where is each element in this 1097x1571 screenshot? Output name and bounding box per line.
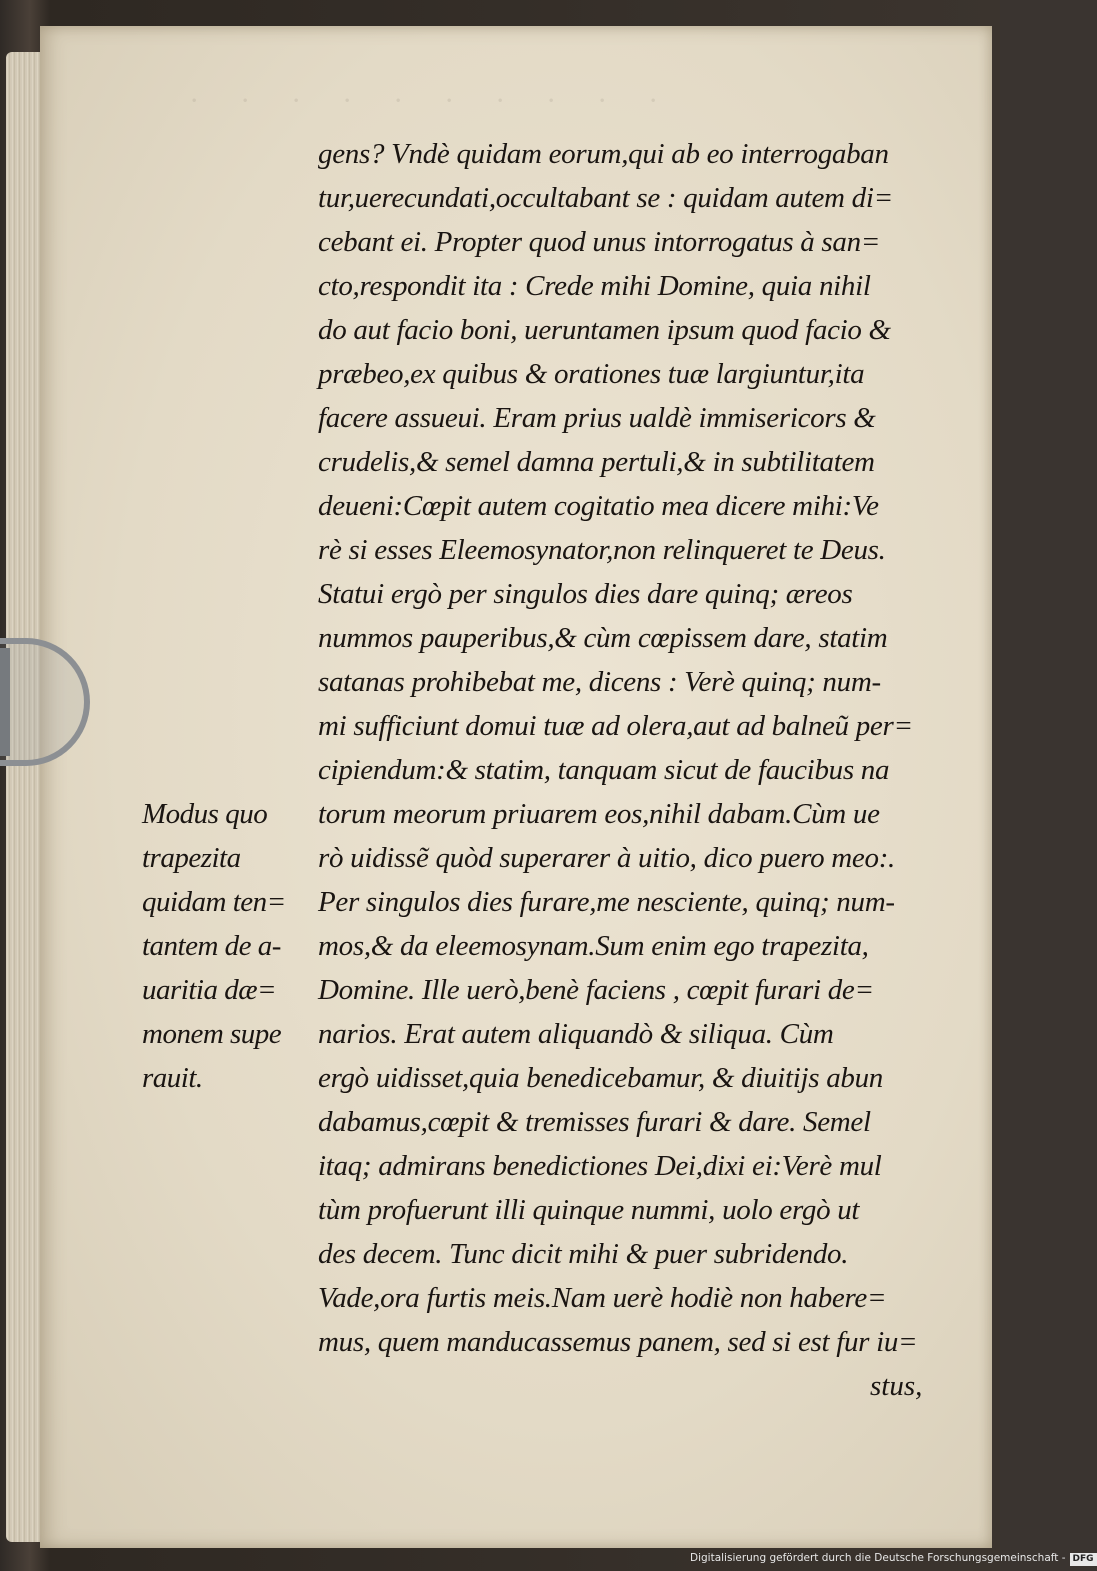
text-line: narios. Erat autem aliquandò & siliqua. Cùm: [318, 1018, 834, 1050]
text-line: Vade,ora furtis meis.Nam uerè hodiè non habere=: [318, 1282, 887, 1314]
margin-note-line: monem supe: [142, 1018, 282, 1050]
text-line: præbeo,ex quibus & orationes tuæ largiuntur,ita: [318, 358, 865, 390]
text-line: des decem. Tunc dicit mihi & puer subridendo.: [318, 1238, 849, 1270]
text-line: rò uidissẽ quòd superarer à uitio, dico puero meo:.: [318, 842, 896, 874]
bleed-through-text: · · · · · · · · · ·: [190, 84, 675, 117]
margin-note-line: trapezita: [142, 842, 241, 874]
text-line: ergò uidisset,quia benedicebamur, & diuitijs abun: [318, 1062, 883, 1094]
footer-text: Digitalisierung gefördert durch die Deutsche Forschungsgemeinschaft -: [690, 1552, 1066, 1564]
margin-note-line: tantem de a-: [142, 930, 281, 962]
catchword: stus,: [870, 1370, 923, 1402]
page-edges: [6, 52, 40, 1542]
margin-note-line: uaritia dæ=: [142, 974, 277, 1006]
text-line: gens? Vndè quidam eorum,qui ab eo interrogaban: [318, 138, 889, 170]
text-line: crudelis,& semel damna pertuli,& in subtilitatem: [318, 446, 875, 478]
margin-note-line: Modus quo: [142, 798, 268, 830]
margin-note-line: quidam ten=: [142, 886, 286, 918]
text-line: Per singulos dies furare,me nesciente, quinq; num-: [318, 886, 895, 918]
text-line: dabamus,cœpit & tremisses furari & dare. Semel: [318, 1106, 871, 1138]
text-line: satanas prohibebat me, dicens : Verè quinq; num-: [318, 666, 881, 698]
text-line: do aut facio boni, ueruntamen ipsum quod facio &: [318, 314, 891, 346]
text-line: cipiendum:& statim, tanquam sicut de faucibus na: [318, 754, 890, 786]
text-line: Statui ergò per singulos dies dare quinq; æreos: [318, 578, 853, 610]
digitization-footer: [690, 1549, 1094, 1567]
text-line: mus, quem manducassemus panem, sed si est fur iu=: [318, 1326, 918, 1358]
text-line: rè si esses Eleemosynator,non relinqueret te Deus.: [318, 534, 886, 566]
text-line: tur,uerecundati,occultabant se : quidam autem di=: [318, 182, 893, 214]
text-line: itaq; admirans benedictiones Dei,dixi ei:Verè mul: [318, 1150, 882, 1182]
dfg-logo: DFG: [1070, 1553, 1097, 1566]
text-line: cebant ei. Propter quod unus intorrogatus à san=: [318, 226, 881, 258]
text-line: mos,& da eleemosynam.Sum enim ego trapezita,: [318, 930, 869, 962]
text-line: cto,respondit ita : Crede mihi Domine, quia nihil: [318, 270, 871, 302]
text-line: torum meorum priuarem eos,nihil dabam.Cùm ue: [318, 798, 880, 830]
text-line: deueni:Cœpit autem cogitatio mea dicere mihi:Ve: [318, 490, 879, 522]
text-line: facere assueui. Eram prius ualdè immisericors &: [318, 402, 876, 434]
text-line: tùm profuerunt illi quinque nummi, uolo ergò ut: [318, 1194, 860, 1226]
text-line: Domine. Ille uerò,benè faciens , cœpit furari de=: [318, 974, 874, 1006]
text-line: nummos pauperibus,& cùm cœpissem dare, statim: [318, 622, 888, 654]
text-line: mi sufficiunt domui tuæ ad olera,aut ad balneũ per=: [318, 710, 913, 742]
margin-note-line: rauit.: [142, 1062, 203, 1094]
